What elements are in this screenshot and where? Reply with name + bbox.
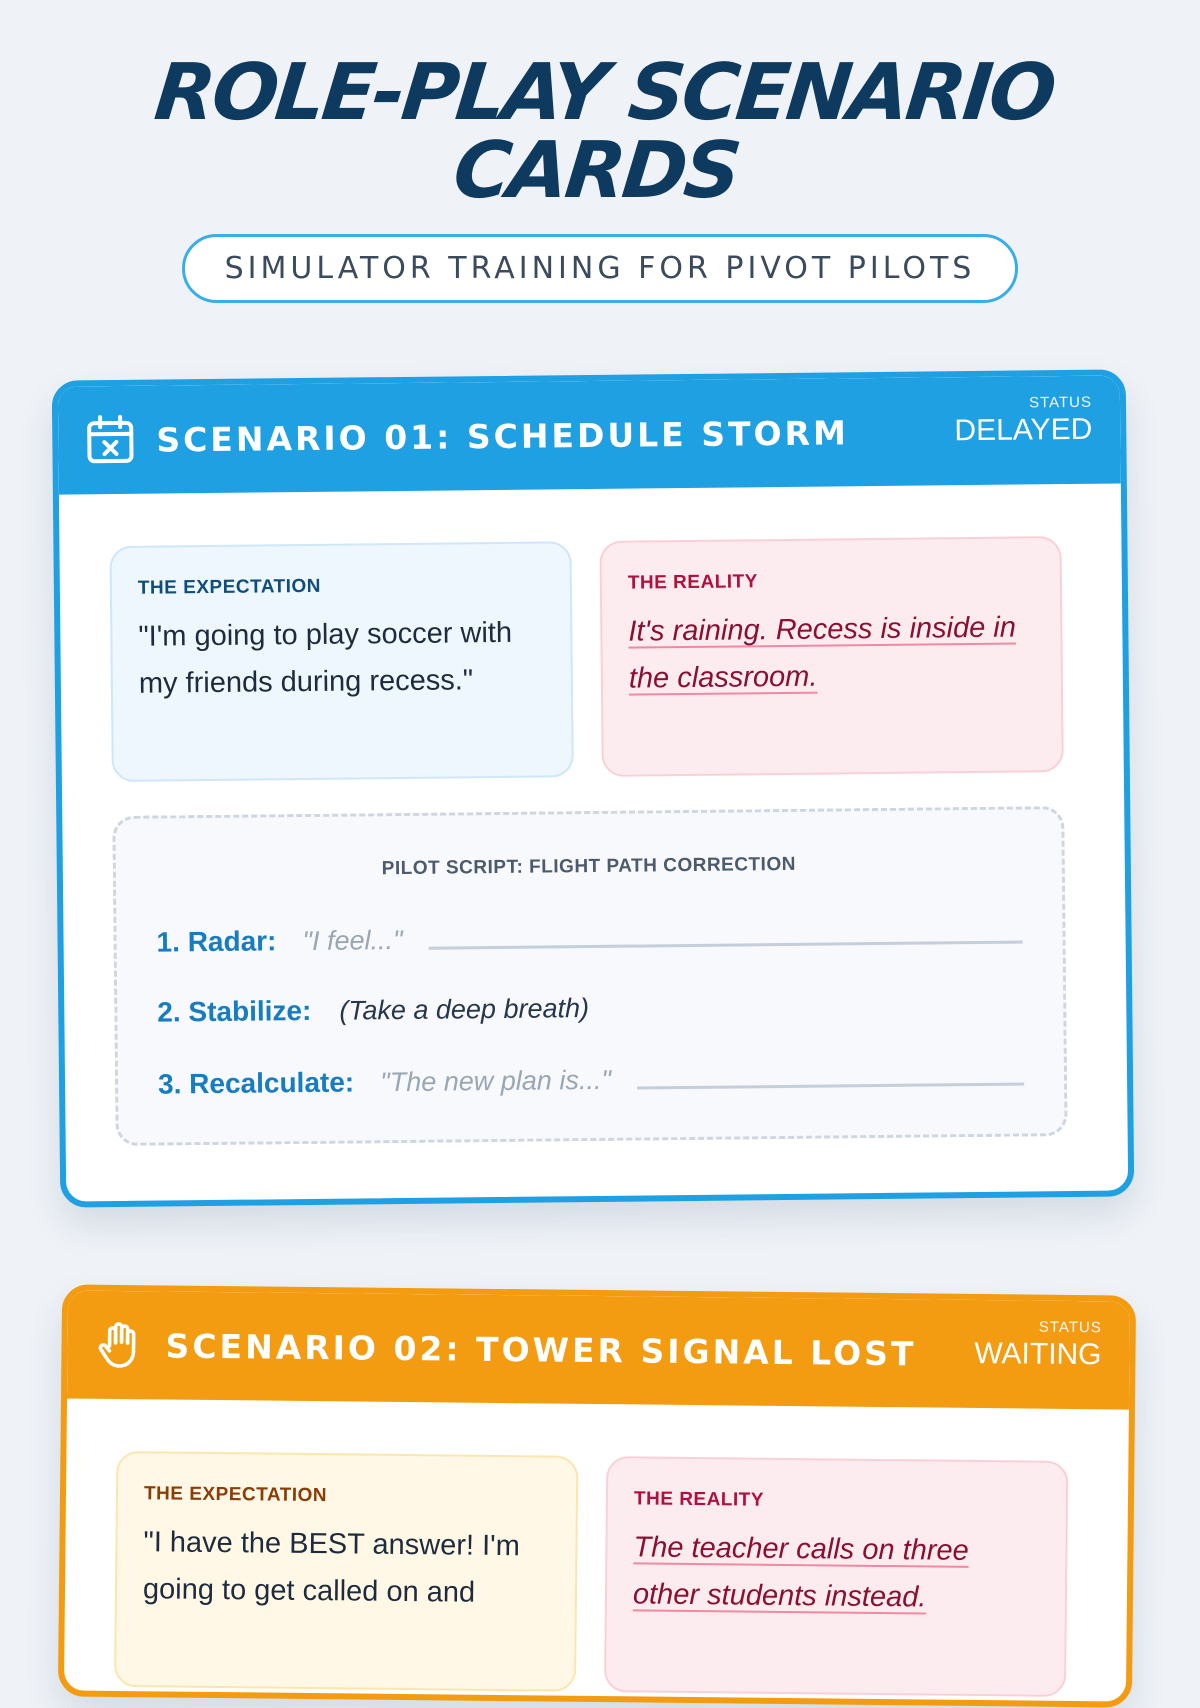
status-value: WAITING	[974, 1337, 1102, 1372]
status-value: DELAYED	[954, 413, 1092, 448]
step-action: (Take a deep breath)	[339, 993, 589, 1027]
card-header	[58, 375, 1121, 494]
expectation-panel	[114, 1451, 578, 1692]
expectation-label: THE EXPECTATION	[138, 574, 544, 600]
script-step-radar	[156, 918, 1022, 959]
status-indicator	[974, 1318, 1102, 1372]
step-label: 2. Stabilize:	[157, 995, 311, 1029]
reality-panel	[604, 1456, 1068, 1697]
status-label: STATUS	[954, 394, 1092, 412]
status-indicator	[954, 394, 1092, 448]
step-label: 3. Recalculate:	[158, 1067, 354, 1101]
card-title: SCENARIO 02: TOWER SIGNAL LOST	[165, 1326, 916, 1373]
page-header	[0, 0, 1200, 303]
script-step-recalculate	[158, 1060, 1024, 1101]
answer-line[interactable]	[637, 1082, 1024, 1089]
script-step-stabilize	[157, 988, 1023, 1029]
pilot-script-box	[112, 806, 1067, 1146]
card-header	[67, 1290, 1130, 1409]
expectation-label: THE EXPECTATION	[144, 1483, 550, 1509]
status-label: STATUS	[974, 1318, 1101, 1336]
expectation-panel	[109, 541, 573, 782]
subtitle-pill: SIMULATOR TRAINING FOR PIVOT PILOTS	[182, 234, 1019, 303]
step-prompt: "The new plan is..."	[380, 1064, 611, 1097]
page-title	[0, 54, 1200, 210]
step-label: 1. Radar:	[156, 925, 276, 958]
reality-text: It's raining. Recess is inside in the classroom.	[628, 604, 1035, 702]
scenario-card-01	[52, 369, 1135, 1207]
card-title: SCENARIO 01: SCHEDULE STORM	[156, 413, 849, 459]
reality-panel	[599, 536, 1063, 777]
page-title-line-2: CARDS	[0, 132, 1200, 210]
page-title-line-1: ROLE-PLAY SCENARIO	[0, 54, 1200, 132]
expectation-text: "I'm going to play soccer with my friends during recess."	[138, 610, 545, 708]
reality-label: THE REALITY	[628, 568, 1034, 594]
answer-line[interactable]	[429, 940, 1023, 949]
calendar-x-icon	[84, 414, 137, 467]
reality-label: THE REALITY	[634, 1488, 1040, 1514]
raised-hand-icon	[93, 1319, 146, 1372]
scenario-card-02	[58, 1284, 1136, 1707]
reality-text: The teacher calls on three other students instead.	[633, 1524, 1040, 1622]
script-title: PILOT SCRIPT: FLIGHT PATH CORRECTION	[116, 851, 1062, 883]
step-prompt: "I feel..."	[302, 925, 403, 957]
expectation-text: "I have the BEST answer! I'm going to get called on and	[143, 1519, 550, 1617]
